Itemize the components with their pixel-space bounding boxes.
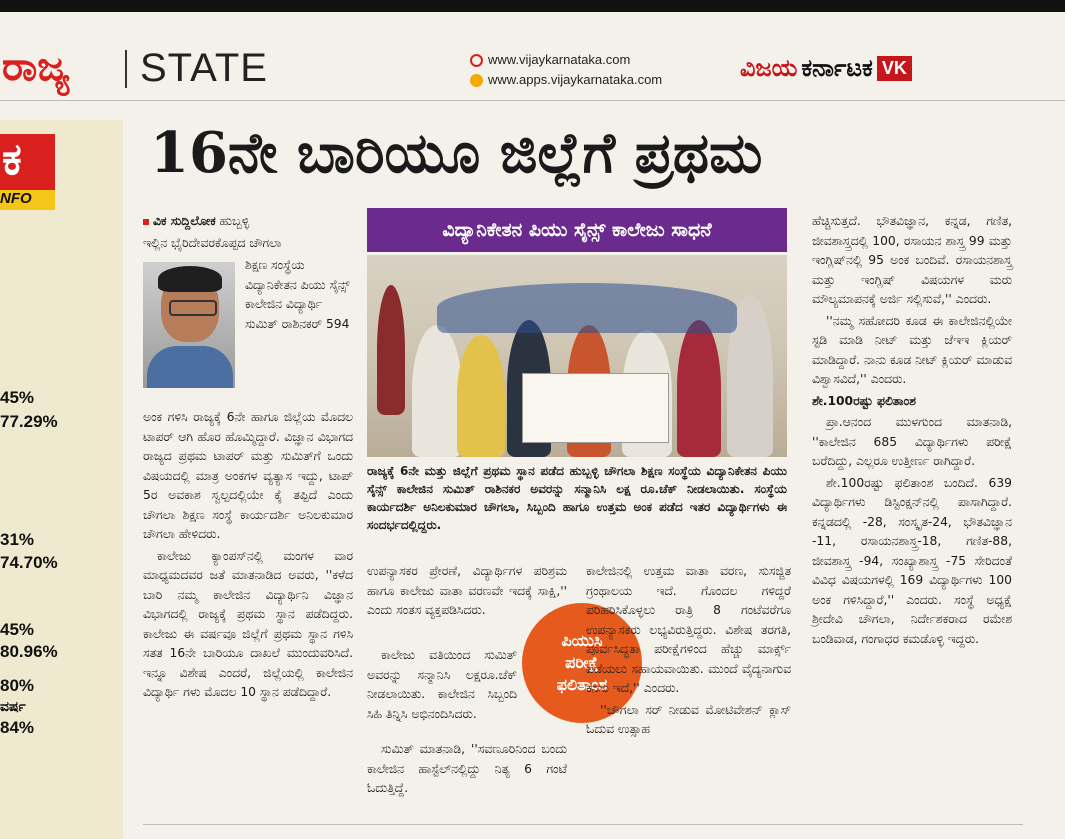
masthead: [0, 36, 1065, 101]
article-column-2-wrap: [367, 646, 517, 726]
stat-value: 74.70%: [0, 553, 58, 572]
article-column-2: [367, 562, 567, 623]
website-links: [470, 50, 662, 90]
section-name-kannada: ರಾಜ್ಯ: [2, 44, 70, 90]
photo-banner: ವಿದ್ಯಾನಿಕೇತನ ಪಿಯು ಸೈನ್ಸ್ ಕಾಲೇಜು ಸಾಧನೆ: [367, 208, 787, 252]
mug-hair: [158, 266, 222, 292]
lead-text: ಇಲ್ಲಿನ ಭೈರಿದೇವರಕೊಪ್ಪದ ಚೌಗಲಾ: [143, 235, 282, 250]
info-box: [0, 134, 55, 207]
photo-caption: ರಾಜ್ಯಕ್ಕೆ 6ನೇ ಮತ್ತು ಜಿಲ್ಲೆಗೆ ಪ್ರಥಮ ಸ್ಥಾನ ಪಡೆದ ಹುಬ್ಬಳ್ಳಿ ಚೌಗಲಾ ಶಿಕ್ಷಣ ಸಂಸ್ಥೆಯ ವಿದ್ಯಾನಿಕೇತನ ಪಿಯು ಸೈನ್ಸ್ ಕಾಲೇಜಿನ ಸುಮಿತ್ ರಾಶಿನಕರ ಅವರನ್ನು ಸನ್ಮಾನಿಸಿ ಲಕ್ಷ ರೂ.ಚೆಕ್ ನೀಡಲಾಯಿತು. ಸಂಸ್ಥೆಯ ಕಾರ್ಯದರ್ಶಿ ಅನಿಲಕುಮಾರ ಚೌಗಲಾ, ಸಿಬ್ಬಂದಿ ಹಾಗೂ ಉತ್ತಮ ಅಂಕ ಪಡೆದ ಇತರ ವಿದ್ಯಾರ್ಥಿಗಳು ಈ ಸಂದರ್ಭದಲ್ಲಿದ್ದರು.: [367, 464, 787, 532]
paragraph: ಕಾಲೇಜು ವತಿಯಿಂದ ಸುಮಿತ್ ಅವರನ್ನು ಸನ್ಮಾನಿಸಿ ಲಕ್ಷರೂ.ಚೆಕ್ ನೀಡಲಾಯಿತು. ಕಾಲೇಜಿನ ಸಿಬ್ಬಂದಿ ಸಿಹಿ ತಿನ್ನಿಸಿ ಅಭಿನಂದಿಸಿದರು.: [367, 648, 517, 721]
app-url[interactable]: www.apps.vijaykarnataka.com: [488, 72, 663, 87]
paragraph: ಉಪನ್ಯಾಸಕರ ಪ್ರೇರಣೆ, ವಿದ್ಯಾರ್ಥಿಗಳ ಪರಿಶ್ರಮ ಹಾಗೂ ಕಾಲೇಜು ವಾತಾ ವರಣವೇ ಇದಕ್ಕೆ ಸಾಕ್ಷಿ,'' ಎಂದು ಸಂತಸ ವ್ಯಕ್ತಪಡಿಸಿದರು.: [367, 564, 567, 617]
photo-person: [677, 320, 721, 457]
paragraph: ಪ್ರಾ.ಆನಂದ ಮುಳಗುಂದ ಮಾತನಾಡಿ, ''ಕಾಲೇಜಿನ 685 ವಿದ್ಯಾರ್ಥಿಗಳು ಪರೀಕ್ಷೆ ಬರೆದಿದ್ದು, ಎಲ್ಲರೂ ಉತ್ತೀರ್ಣ ರಾಗಿದ್ದಾರೆ.: [812, 415, 1012, 468]
photo-person: [377, 285, 405, 415]
stat-label: ವರ್ಷ: [0, 698, 26, 714]
seal-line: ಪರೀಕ್ಷೆ: [565, 653, 599, 672]
seal-line: ಪಿಯುಸಿ: [561, 631, 603, 650]
stat-value: 31%: [0, 530, 35, 549]
paragraph: ಕಾಲೇಜು ಕ್ಯಾಂಪಸ್‌ನಲ್ಲಿ ಮಂಗಳ ವಾರ ಮಾಧ್ಯಮದವರ ಜತೆ ಮಾತನಾಡಿದ ಅವರು, ''ಕಳೆದ ಬಾರಿ ನಮ್ಮ ಕಾಲೇಜಿನ ವಿದ್ಯಾರ್ಥಿನಿ ವಿಜ್ಞಾನ ವಿಭಾಗದಲ್ಲಿ ರಾಜ್ಯಕ್ಕೆ ಪ್ರಥಮ ಸ್ಥಾನ ಪಡೆದಿದ್ದರು. ಕಾಲೇಜು ಈ ವರ್ಷವೂ ಜಿಲ್ಲೆಗೆ ಪ್ರಥಮ ಸ್ಥಾನ ಗಳಿಸಿ ಸತತ 16ನೇ ಬಾರಿಯೂ ದಾಖಲೆ ಮುಂದುವರಿಸಿದೆ. ಇನ್ನೂ ವಿಶೇಷ ಎಂದರೆ, ಜಿಲ್ಲೆಯಲ್ಲಿ ಕಾಲೇಜಿನ ವಿದ್ಯಾರ್ಥಿ ಗಳು ಮೊದಲ 10 ಸ್ಥಾನ ಪಡೆದಿದ್ದಾರೆ.: [143, 548, 353, 699]
sub-heading: ಶೇ.100ರಷ್ಟು ಫಲಿತಾಂಶ: [812, 393, 916, 408]
prize-cheque: [522, 373, 669, 443]
article-column-1-body: [143, 408, 353, 705]
stat-value: 84%: [0, 718, 35, 737]
paragraph: ''ನಮ್ಮ ಸಹೋದರಿ ಕೂಡ ಈ ಕಾಲೇಜಿನಲ್ಲಿಯೇ ಸ್ಟಡಿ ಮಾಡಿ ನೀಟ್ ಮತ್ತು ಜೆಇಇ ಕ್ಲಿಯರ್ ಮಾಡಿದ್ದಾರೆ. ನಾನು ಕೂಡ ನೀಟ್ ಕ್ಲಿಯರ್ ಮಾಡುವ ವಿಶ್ವಾಸವಿದೆ,'' ಎಂದರು.: [812, 313, 1012, 386]
web-url-row[interactable]: [470, 50, 662, 70]
author-photo: [143, 262, 235, 388]
photo-students-row: [437, 283, 737, 333]
mug-shoulders: [147, 346, 233, 388]
paragraph: ಹೆಚ್ಚಿಸುತ್ತದೆ. ಭೌತವಿಜ್ಞಾನ, ಕನ್ನಡ, ಗಣಿತ, ಜೀವಶಾಸ್ತ್ರದಲ್ಲಿ 100, ರಸಾಯನ ಶಾಸ್ತ್ರ 99 ಮತ್ತು ಇಂಗ್ಲಿಷ್‌ನಲ್ಲಿ 95 ಅಂಕ ಬಂದಿವೆ. ರಸಾಯನಶಾಸ್ತ್ರ ಮತ್ತು ಇಂಗ್ಲಿಷ್ ವಿಷಯಗಳ ಮರು ಮೌಲ್ಯಮಾಪನಕ್ಕೆ ಅರ್ಜಿ ಸಲ್ಲಿಸುವೆ,'' ಎಂದರು.: [812, 214, 1012, 306]
logo-word-vijaya: ವಿಜಯ: [740, 54, 798, 82]
article-column-4: [812, 212, 1012, 651]
news-photo: [367, 255, 787, 457]
photo-wrap-text: ಶಿಕ್ಷಣ ಸಂಸ್ಥೆಯ ವಿದ್ಯಾನಿಕೇತನ ಪಿಯು ಸೈನ್ಸ್ ಕಾಲೇಜಿನ ವಿದ್ಯಾರ್ಥಿ ಸುಮಿತ್ ರಾಶಿನಕರ್ 594: [245, 258, 350, 331]
section-divider: [125, 50, 127, 88]
article-column-2-end: [367, 740, 567, 801]
photo-person: [412, 325, 462, 457]
app-url-row[interactable]: [470, 70, 662, 90]
paragraph: ''ಚೌಗಲಾ ಸರ್ ನೀಡುವ ಮೋಟಿವೇಶನ್ ಕ್ಲಾಸ್ ಓದುವ ಉತ್ಸಾಹ: [586, 702, 791, 736]
top-bar: [0, 0, 1065, 12]
app-icon: [470, 74, 483, 87]
info-box-letter: ಕ: [2, 134, 22, 185]
article-column-1: [143, 212, 353, 255]
article-column-3: [586, 562, 791, 742]
byline: ವಿಕ ಸುದ್ದಿಲೋಕ: [153, 214, 216, 228]
left-info-column: [0, 120, 123, 839]
article-headline: 16ನೇ ಬಾರಿಯೂ ಜಿಲ್ಲೆಗೆ ಪ್ರಥಮ: [150, 120, 763, 186]
mug-glasses: [169, 300, 217, 316]
byline-place: ಹುಬ್ಬಳ್ಳಿ: [215, 214, 250, 228]
paragraph: ಅಂಕ ಗಳಿಸಿ ರಾಜ್ಯಕ್ಕೆ 6ನೇ ಹಾಗೂ ಜಿಲ್ಲೆಯ ಮೊದಲ ಟಾಪರ್ ಆಗಿ ಹೊರ ಹೊಮ್ಮಿದ್ದಾರೆ. ವಿಜ್ಞಾನ ವಿಭಾಗದ ರಾಜ್ಯದ ಪ್ರಥಮ ಟಾಪರ್ ಮತ್ತು ಸುಮಿತ್‌ಗೆ ಒಂದು ವಿಷಯದಲ್ಲಿ ಮಾತ್ರ ಅಂಕಗಳ ವ್ಯತ್ಯಾಸ ಇದ್ದು, ಟಾಪ್ 5ರ ಅವಕಾಶ ಸ್ವಲ್ಪದಲ್ಲಿಯೇ ಕೈ ತಪ್ಪಿದೆ ಎಂದು ಚೌಗಲಾ ಶಿಕ್ಷಣ ಸಂಸ್ಥೆ ಕಾರ್ಯದರ್ಶಿ ಅನಿಲಕುಮಾರ ಚೌಗಲಾ ಹೇಳಿದರು.: [143, 410, 353, 541]
section-name-english: STATE: [140, 46, 268, 90]
globe-icon: [470, 54, 483, 67]
photo-person: [457, 335, 505, 457]
logo-word-karnataka: ಕರ್ನಾಟಕ: [801, 54, 873, 82]
newspaper-logo: [740, 54, 912, 82]
paragraph: ಶೇ.100ರಷ್ಟು ಫಲಿತಾಂಶ ಬಂದಿದೆ. 639 ವಿದ್ಯಾರ್ಥಿಗಳು ಡಿಸ್ಟಿಂಕ್ಷನ್‌ನಲ್ಲಿ ಪಾಸಾಗಿದ್ದಾರೆ. ಕನ್ನಡದಲ್ಲಿ -28, ಸಂಸ್ಕೃತ-24, ಭೌತವಿಜ್ಞಾನ -11, ರಸಾಯನಶಾಸ್ತ್ರ-18, ಗಣಿತ-88, ಜೀವಶಾಸ್ತ್ರ -94, ಸಂಖ್ಯಾಶಾಸ್ತ್ರ -75 ಸೇರಿದಂತೆ ವಿವಿಧ ವಿಷಯಗಳಲ್ಲಿ 169 ವಿದ್ಯಾರ್ಥಿಗಳು 100 ಅಂಕ ಗಳಿಸಿದ್ದಾರೆ,'' ಎಂದರು. ಸಂಸ್ಥೆ ಅಧ್ಯಕ್ಷೆ ಶ್ರೀದೇವಿ ಚೌಗಲಾ, ನಿರ್ದೇಶಕರಾದ ರಮೇಶ ಬಂಡಿವಾಡ, ಗಂಗಾಧರ ಕಮಡೊಳ್ಳಿ ಇದ್ದರು.: [812, 475, 1012, 646]
paragraph: ಸುಮಿತ್ ಮಾತನಾಡಿ, ''ಸವಣೂರಿನಿಂದ ಬಂದು ಕಾಲೇಜಿನ ಹಾಸ್ಟೆಲ್‌ನಲ್ಲಿದ್ದು ನಿತ್ಯ 6 ಗಂಟೆ ಓದುತ್ತಿದ್ದೆ.: [367, 742, 567, 795]
web-url[interactable]: www.vijaykarnataka.com: [488, 52, 631, 67]
info-box-label: NFO: [0, 190, 55, 210]
byline-bullet-icon: [143, 219, 149, 225]
stat-value: 80%: [0, 676, 35, 695]
bottom-rule: [143, 824, 1023, 825]
stat-value: 45%: [0, 620, 35, 639]
seal-line: ಫಲಿತಾಂಶ: [556, 675, 608, 694]
logo-vk-badge: VK: [877, 56, 912, 81]
stat-value: 45%: [0, 388, 35, 407]
paragraph: ಕಾಲೇಜಿನಲ್ಲಿ ಉತ್ತಮ ವಾತಾ ವರಣ, ಸುಸಜ್ಜಿತ ಗ್ರಂಥಾಲಯ ಇದೆ. ಗೊಂದಲ ಗಳಿದ್ದರೆ ಪರಿಹರಿಸಿಕೊಳ್ಳಲು ರಾತ್ರಿ 8 ಗಂಟೆವರೆಗೂ ಉಪನ್ಯಾಸಕರು ಲಭ್ಯವಿರುತ್ತಿದ್ದರು. ವಿಶೇಷ ತರಗತಿ, ಪೂರ್ವಸಿದ್ಧತಾ ಪರೀಕ್ಷೆಗಳಿಂದ ಹೆಚ್ಚು ಮಾರ್ಕ್ಸ್ ಪಡೆಯಲು ಸಹಾಯವಾಯಿತು. ಮುಂದೆ ವೈದ್ಯನಾಗುವ ಕನಸು ಇದೆ,'' ಎಂದರು.: [586, 564, 791, 695]
stat-value: 77.29%: [0, 412, 58, 431]
stat-value: 80.96%: [0, 642, 58, 661]
